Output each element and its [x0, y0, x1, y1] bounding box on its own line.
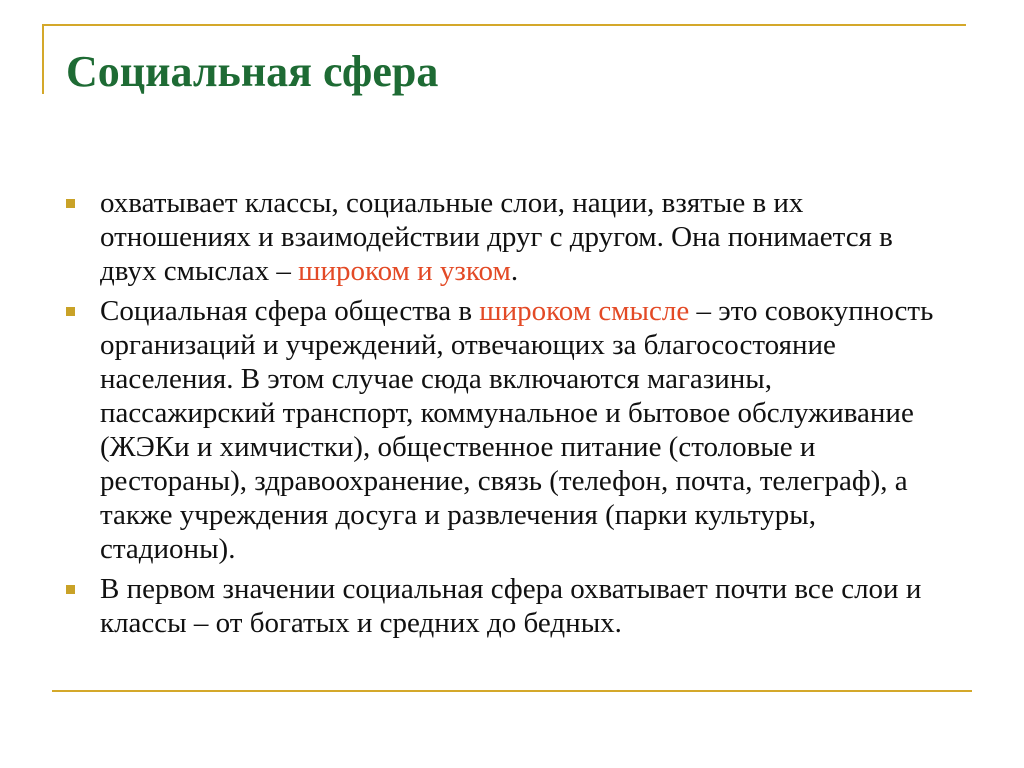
slide-title: Социальная сфера [66, 47, 439, 96]
top-border-line [42, 24, 966, 26]
bullet-2-text: Социальная сфера общества в [100, 295, 480, 327]
bullet-list [66, 186, 946, 646]
square-bullet-icon [66, 585, 75, 594]
square-bullet-icon [66, 199, 75, 208]
bullet-item-2 [66, 294, 946, 566]
square-bullet-icon [66, 307, 75, 316]
left-border-line [42, 24, 44, 94]
bullet-2-highlight: широком смысле [479, 295, 690, 327]
bullet-1-highlight: широком и узком [298, 255, 511, 287]
bullet-3-text: В первом значении социальная сфера охватывает почти все слои и классы – от богатых и средних до бедных. [100, 573, 922, 639]
bullet-2-text-end: – это совокупность организаций и учреждений, отвечающих за благосостояние населения. В этом случае сюда включаются магазины, пассажирский транспорт, коммунальное и бытовое обслуживание (ЖЭКи и химчистки), общественное питание (столовые и рестораны), здравоохранение, связь (телефон, почта, телеграф), а также учреждения досуга и развлечения (парки культуры, стадионы). [100, 295, 934, 565]
bullet-item-1 [66, 186, 946, 288]
bottom-border-line [52, 690, 972, 692]
bullet-item-3 [66, 572, 946, 640]
bullet-1-text-end: . [510, 255, 519, 287]
bullet-1-text: охватывает классы, социальные слои, нации, взятые в их отношениях и взаимодействии друг с другом. Она понимается в двух смыслах – [100, 187, 893, 287]
